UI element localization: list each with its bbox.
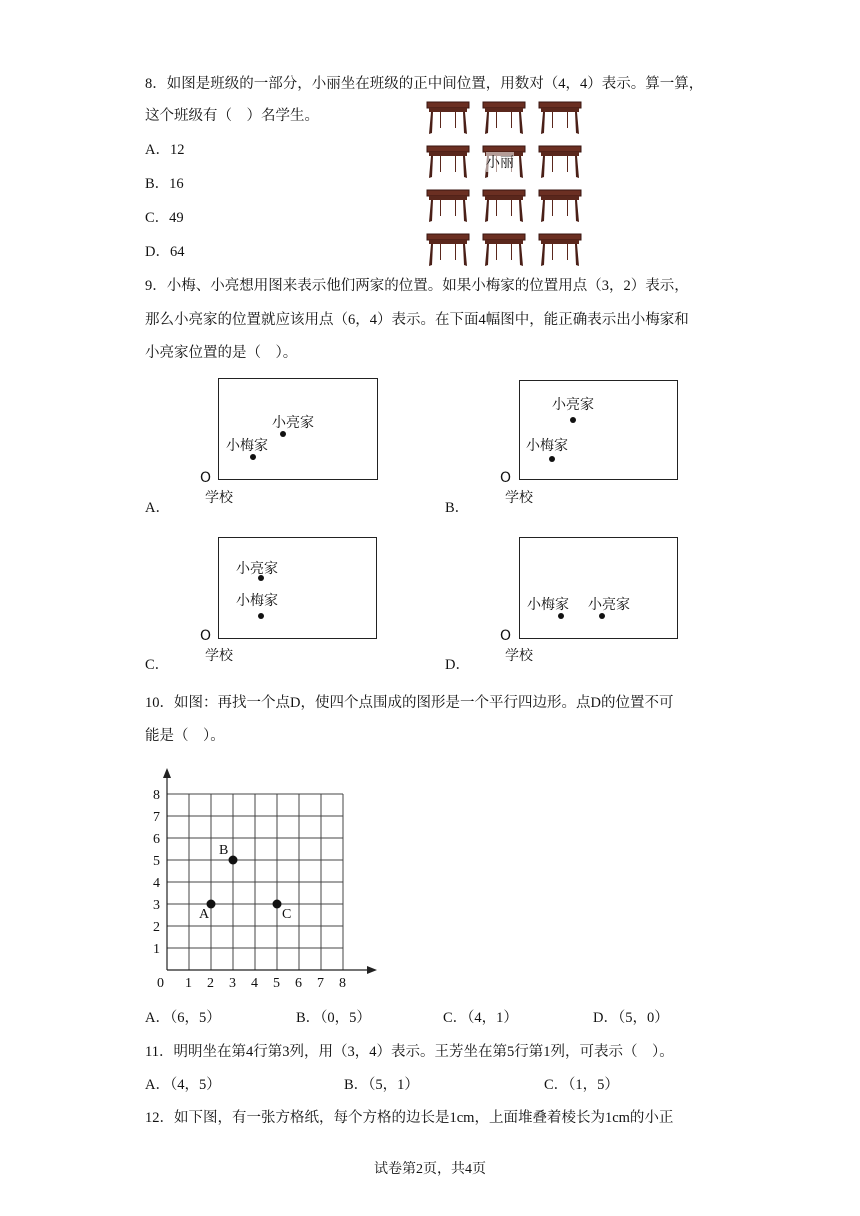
diagram-b-origin: O xyxy=(500,470,512,486)
diagram-c-frame xyxy=(218,537,377,639)
q10-stem-line2: 能是（ ）。 xyxy=(145,728,225,744)
diagram-c-mei-label: 小梅家 xyxy=(236,593,278,609)
classroom-desks-figure xyxy=(420,96,590,268)
x-tick-label: 1 xyxy=(185,976,192,990)
y-tick-label: 6 xyxy=(153,832,160,847)
y-tick-label: 3 xyxy=(153,898,160,913)
diagram-d-origin: O xyxy=(500,628,512,644)
x-tick-label: 4 xyxy=(251,976,258,990)
q9-stem-line1: 9．小梅、小亮想用图来表示他们两家的位置。如果小梅家的位置用点（3，2）表示， xyxy=(145,278,689,294)
diagram-d-mei-label: 小梅家 xyxy=(527,597,569,613)
diagram-b-school: 学校 xyxy=(505,490,533,506)
q10-option-a: A．（6，5） xyxy=(145,1010,221,1026)
desk xyxy=(538,188,582,229)
q9-option-b: B． xyxy=(445,500,470,516)
y-tick-label: 1 xyxy=(153,942,160,957)
desk xyxy=(482,100,526,141)
x-tick-label: 8 xyxy=(339,976,346,990)
diagram-c-liang-label: 小亮家 xyxy=(236,561,278,577)
x-axis-arrow xyxy=(367,966,377,974)
point-label-a: A xyxy=(199,907,210,922)
y-tick-label: 7 xyxy=(153,810,160,825)
q8-option-d: D．64 xyxy=(145,244,185,260)
student-name-label: 小丽 xyxy=(486,152,514,172)
desk xyxy=(482,232,526,273)
y-tick-label: 8 xyxy=(153,788,160,803)
diagram-b-mei-dot xyxy=(549,456,555,462)
q9-stem-line2: 那么小亮家的位置就应该用点（6，4）表示。在下面4幅图中，能正确表示出小梅家和 xyxy=(145,312,689,328)
diagram-d-school: 学校 xyxy=(505,648,533,664)
q8-stem-line1: 8．如图是班级的一部分，小丽坐在班级的正中间位置，用数对（4，4）表示。算一算， xyxy=(145,76,704,92)
diagram-a-origin: O xyxy=(200,470,212,486)
q9-option-c: C． xyxy=(145,657,170,673)
x-tick-label: 3 xyxy=(229,976,236,990)
q9-option-a: A． xyxy=(145,500,170,516)
q9-stem-line3: 小亮家位置的是（ ）。 xyxy=(145,345,298,361)
q10-option-c: C．（4，1） xyxy=(443,1010,518,1026)
q8-option-b: B．16 xyxy=(145,176,184,192)
q11-option-b: B．（5，1） xyxy=(344,1077,419,1093)
point-b xyxy=(229,856,238,865)
diagram-a-school: 学校 xyxy=(205,490,233,506)
y-tick-label: 4 xyxy=(153,876,160,891)
desk xyxy=(426,144,470,185)
desk xyxy=(538,232,582,273)
diagram-c-school: 学校 xyxy=(205,648,233,664)
x-tick-label: 5 xyxy=(273,976,280,990)
desk xyxy=(538,144,582,185)
q10-option-b: B．（0，5） xyxy=(296,1010,371,1026)
q10-option-d: D．（5，0） xyxy=(593,1010,669,1026)
diagram-c-mei-dot xyxy=(258,613,264,619)
diagram-b-liang-label: 小亮家 xyxy=(552,397,594,413)
y-tick-label: 2 xyxy=(153,920,160,935)
point-label-c: C xyxy=(282,907,292,922)
desk xyxy=(538,100,582,141)
x-tick-label: 2 xyxy=(207,976,214,990)
x-tick-label: 7 xyxy=(317,976,324,990)
diagram-c-origin: O xyxy=(200,628,212,644)
q11-option-c: C．（1，5） xyxy=(544,1077,619,1093)
coordinate-grid-figure xyxy=(145,755,385,990)
diagram-a-liang-label: 小亮家 xyxy=(272,415,314,431)
diagram-a-mei-label: 小梅家 xyxy=(226,438,268,454)
desk xyxy=(426,232,470,273)
page-footer: 试卷第2页，共4页 xyxy=(374,1162,486,1177)
x-tick-label: 0 xyxy=(157,976,164,990)
q11-option-a: A．（4，5） xyxy=(145,1077,221,1093)
point-c xyxy=(273,900,282,909)
q10-stem-line1: 10．如图：再找一个点D，使四个点围成的图形是一个平行四边形。点D的位置不可 xyxy=(145,695,674,711)
diagram-b-liang-dot xyxy=(570,417,576,423)
x-tick-label: 6 xyxy=(295,976,302,990)
desk xyxy=(426,100,470,141)
q12-stem: 12．如下图，有一张方格纸，每个方格的边长是1cm，上面堆叠着棱长为1cm的小正 xyxy=(145,1110,674,1126)
diagram-b-mei-label: 小梅家 xyxy=(526,438,568,454)
diagram-d-liang-label: 小亮家 xyxy=(588,597,630,613)
desk xyxy=(426,188,470,229)
q8-option-c: C．49 xyxy=(145,210,184,226)
point-label-b: B xyxy=(219,843,229,858)
y-axis-arrow xyxy=(163,768,171,778)
q11-stem: 11．明明坐在第4行第3列，用（3，4）表示。王芳坐在第5行第1列，可表示（ ）。 xyxy=(145,1044,674,1060)
q9-option-d: D． xyxy=(445,657,470,673)
diagram-d-frame xyxy=(519,537,678,639)
y-tick-label: 5 xyxy=(153,854,160,869)
desk xyxy=(482,188,526,229)
q8-stem-line2: 这个班级有（ ）名学生。 xyxy=(145,108,319,124)
diagram-b-frame xyxy=(519,380,678,480)
q8-option-a: A．12 xyxy=(145,142,185,158)
